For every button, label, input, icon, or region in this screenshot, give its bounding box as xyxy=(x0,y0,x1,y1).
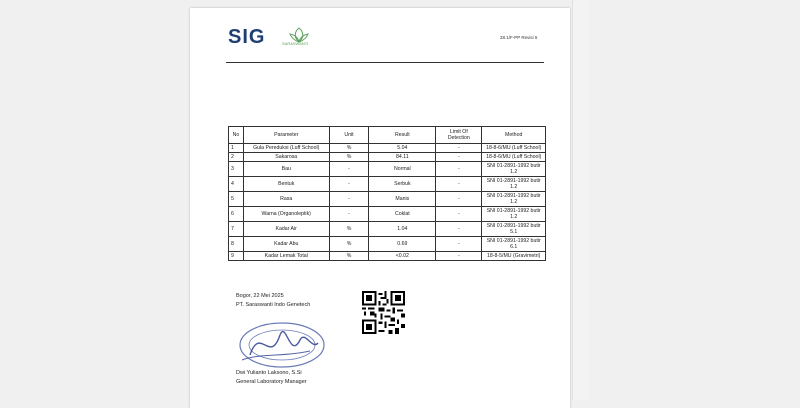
header-method: Method xyxy=(482,127,546,144)
cell-lod: - xyxy=(436,177,482,192)
cell-method: 18-8-5/MU (Gravimetri) xyxy=(482,252,546,261)
cell-parameter: Bentuk xyxy=(243,177,329,192)
company-name: PT. Saraswanti Indo Genetech xyxy=(236,302,311,308)
cell-lod: - xyxy=(436,192,482,207)
cell-result: Normal xyxy=(369,162,436,177)
place-date: Bogor, 22 Mei 2025 xyxy=(236,293,284,299)
cell-unit: % xyxy=(329,153,369,162)
cell-result: Serbuk xyxy=(369,177,436,192)
table-row xyxy=(229,207,546,222)
table-row xyxy=(229,222,546,237)
vertical-scrollbar[interactable] xyxy=(572,0,589,400)
document-code: 28.1/F-PP Revisi 5 xyxy=(500,35,538,40)
table-row xyxy=(229,162,546,177)
header-parameter: Parameter xyxy=(243,127,329,144)
cell-lod: - xyxy=(436,252,482,261)
cell-parameter: Bau xyxy=(243,162,329,177)
cell-result: 0.69 xyxy=(369,237,436,252)
cell-lod: - xyxy=(436,162,482,177)
cell-no: 6 xyxy=(229,207,244,222)
table-row xyxy=(229,144,546,153)
cell-parameter: Kadar Abu xyxy=(243,237,329,252)
header-unit: Unit xyxy=(329,127,369,144)
cell-unit: % xyxy=(329,222,369,237)
signer-name: Dwi Yulianto Laksono, S.Si xyxy=(236,370,302,376)
cell-lod: - xyxy=(436,144,482,153)
cell-parameter: Kadar Lemak Total xyxy=(243,252,329,261)
cell-parameter: Gula Pereduksi (Luff School) xyxy=(243,144,329,153)
qr-code-icon xyxy=(362,291,405,334)
cell-method: SNI 01-2891-1992 butir 5.1 xyxy=(482,222,546,237)
cell-unit: % xyxy=(329,237,369,252)
cell-unit: - xyxy=(329,192,369,207)
document-page xyxy=(190,8,570,408)
cell-no: 3 xyxy=(229,162,244,177)
cell-lod: - xyxy=(436,237,482,252)
cell-parameter: Rasa xyxy=(243,192,329,207)
signer-title: General Laboratory Manager xyxy=(236,379,307,385)
cell-unit: - xyxy=(329,207,369,222)
cell-method: 18-8-6/MU (Luff School) xyxy=(482,153,546,162)
table-row xyxy=(229,153,546,162)
cell-no: 1 xyxy=(229,144,244,153)
cell-result: <0.02 xyxy=(369,252,436,261)
cell-no: 5 xyxy=(229,192,244,207)
sig-logo: SIG xyxy=(228,26,266,48)
viewer-background-left xyxy=(0,0,190,400)
table-header-row xyxy=(229,127,546,144)
cell-result: 5.04 xyxy=(369,144,436,153)
table-row xyxy=(229,252,546,261)
cell-method: SNI 01-2891-1992 butir 1.2 xyxy=(482,177,546,192)
cell-unit: - xyxy=(329,162,369,177)
cell-result: 1.04 xyxy=(369,222,436,237)
cell-lod: - xyxy=(436,153,482,162)
company-stamp-icon xyxy=(230,315,330,375)
cell-lod: - xyxy=(436,207,482,222)
table-row xyxy=(229,192,546,207)
cell-no: 4 xyxy=(229,177,244,192)
cell-parameter: Warna (Organoleptik) xyxy=(243,207,329,222)
cell-no: 9 xyxy=(229,252,244,261)
cell-method: SNI 01-2891-1992 butir 1.2 xyxy=(482,192,546,207)
header-no: No xyxy=(229,127,244,144)
cell-result: Coklat xyxy=(369,207,436,222)
results-table xyxy=(228,126,546,261)
cell-no: 2 xyxy=(229,153,244,162)
cell-method: SNI 01-2891-1992 butir 1.2 xyxy=(482,162,546,177)
cell-unit: % xyxy=(329,252,369,261)
cell-no: 7 xyxy=(229,222,244,237)
cell-method: 18-8-6/MU (Luff School) xyxy=(482,144,546,153)
cell-unit: - xyxy=(329,177,369,192)
cell-unit: % xyxy=(329,144,369,153)
cell-method: SNI 01-2891-1992 butir 1.2 xyxy=(482,207,546,222)
cell-lod: - xyxy=(436,222,482,237)
header-result: Result xyxy=(369,127,436,144)
leaf-logo-icon xyxy=(284,24,314,50)
header-divider xyxy=(226,62,544,63)
saraswanti-logo-text: SARASWANTI xyxy=(282,41,309,46)
viewer-background-right xyxy=(590,0,800,400)
table-row xyxy=(229,237,546,252)
cell-result: 84.11 xyxy=(369,153,436,162)
cell-method: SNI 01-2891-1992 butir 6.1 xyxy=(482,237,546,252)
cell-no: 8 xyxy=(229,237,244,252)
header-limit-of-detection: Limit Of Detection xyxy=(436,127,482,144)
table-row xyxy=(229,177,546,192)
cell-parameter: Kadar Air xyxy=(243,222,329,237)
cell-parameter: Sakarosa xyxy=(243,153,329,162)
cell-result: Manis xyxy=(369,192,436,207)
